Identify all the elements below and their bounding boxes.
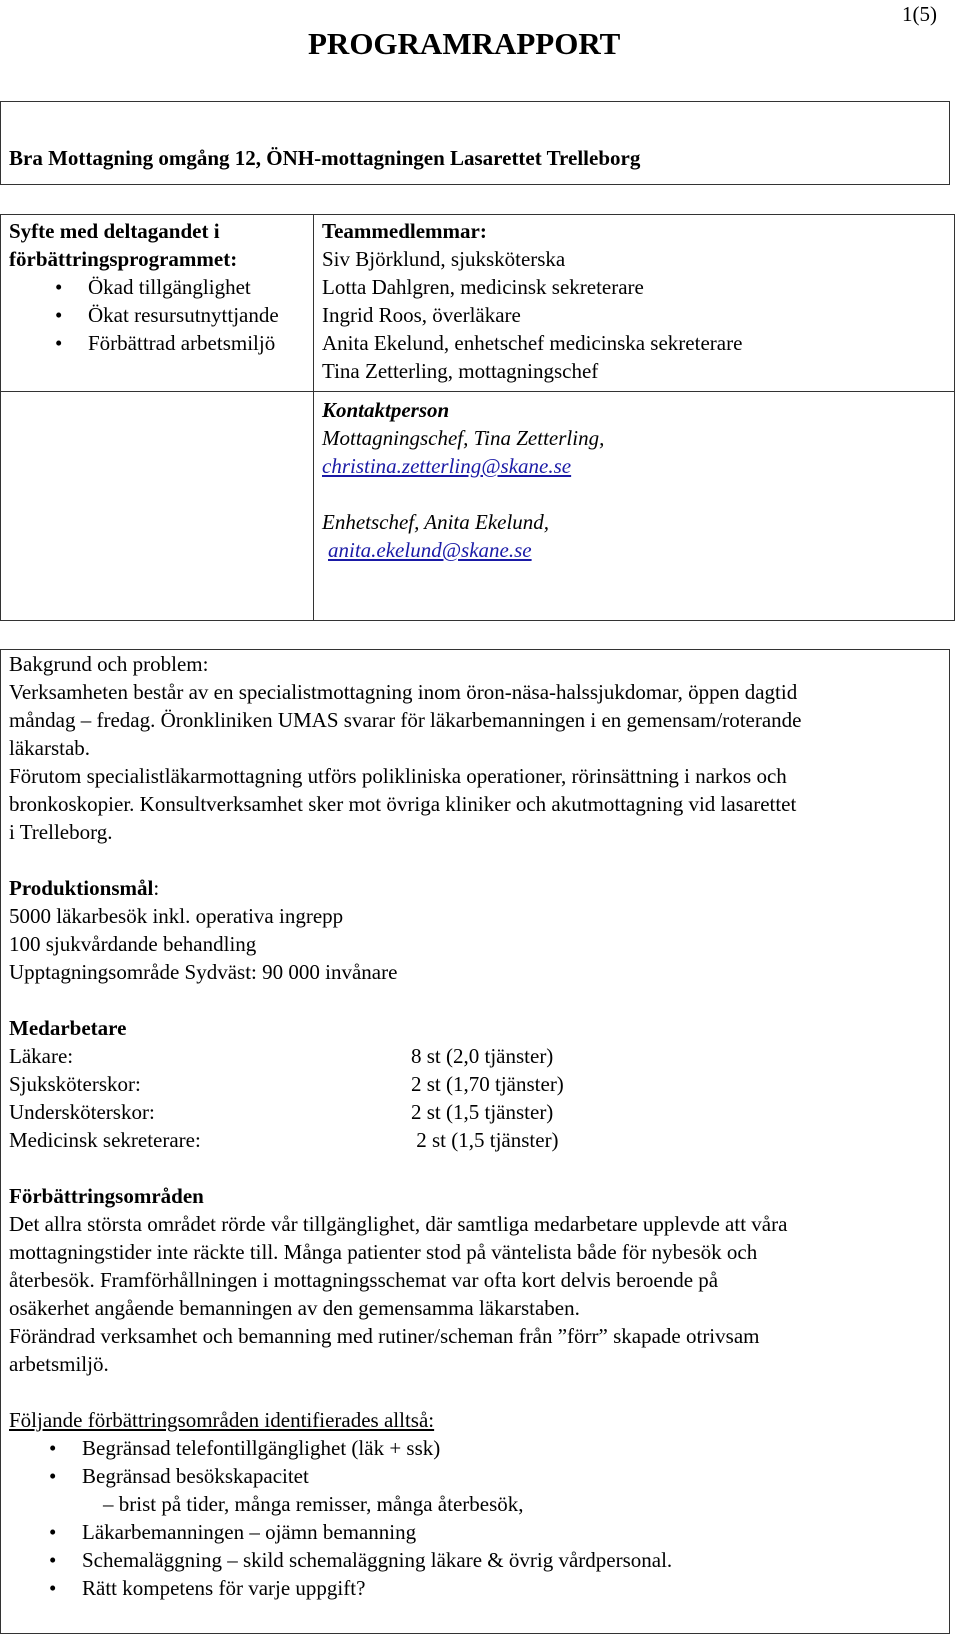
purpose-item: • Ökad tillgänglighet — [55, 275, 251, 299]
improvement-line: mottagningstider inte räckte till. Många patienter stod på väntelista både för nybesök och — [9, 1240, 758, 1264]
team-member: Lotta Dahlgren, medicinsk sekreterare — [322, 275, 644, 299]
production-heading: Produktionsmål — [9, 876, 154, 900]
team-member: Anita Ekelund, enhetschef medicinska sekreterare — [322, 331, 743, 355]
purpose-heading-line1: Syfte med deltagandet i — [9, 219, 220, 243]
contact-email-1-link[interactable]: christina.zetterling@skane.se — [322, 454, 572, 478]
background-line: bronkoskopier. Konsultverksamhet sker mot övriga kliniker och akutmottagning vid lasarettet — [9, 792, 797, 816]
identified-item: • Rätt kompetens för varje uppgift? — [49, 1576, 366, 1600]
background-line: Förutom specialistläkarmottagning utförs polikliniska operationer, rörinsättning i narkos och — [9, 764, 787, 788]
bullet-icon: • — [49, 1520, 57, 1544]
identified-item: • Begränsad besökskapacitet — [49, 1464, 309, 1488]
contact-cell — [313, 391, 955, 621]
team-member: Siv Björklund, sjuksköterska — [322, 247, 566, 271]
improvement-heading: Förbättringsområden — [9, 1184, 204, 1208]
improvement-line: Det allra största området rörde vår tillgänglighet, där samtliga medarbetare upplevde att våra — [9, 1212, 788, 1236]
report-body-box — [0, 649, 950, 1634]
improvement-line: arbetsmiljö. — [9, 1352, 109, 1376]
improvement-line: osäkerhet angående bemanningen av den gemensamma läkarstaben. — [9, 1296, 580, 1320]
bullet-icon: • — [55, 275, 63, 299]
staff-heading: Medarbetare — [9, 1016, 127, 1040]
identified-heading: Följande förbättringsområden identifierades alltså: — [9, 1408, 435, 1432]
contact-person-1: Mottagningschef, Tina Zetterling, — [322, 426, 605, 450]
background-line: Verksamheten består av en specialistmottagning inom öron-näsa-halssjukdomar, öppen dagtid — [9, 680, 798, 704]
purpose-item: • Förbättrad arbetsmiljö — [55, 331, 276, 355]
staff-row: Läkare: 8 st (2,0 tjänster) — [9, 1044, 554, 1068]
contact-email-2-link[interactable]: anita.ekelund@skane.se — [328, 538, 532, 562]
background-line: måndag – fredag. Öronkliniken UMAS svarar för läkarbemanningen i en gemensam/roterande — [9, 708, 802, 732]
identified-item: • Läkarbemanningen – ojämn bemanning — [49, 1520, 417, 1544]
identified-list — [9, 1434, 945, 1602]
program-title: Bra Mottagning omgång 12, ÖNH-mottagningen Lasarettet Trelleborg — [9, 146, 641, 170]
production-heading-row: Produktionsmål: — [9, 876, 160, 900]
background-line: i Trelleborg. — [9, 820, 113, 844]
identified-sub-item: – brist på tider, många remisser, många återbesök, — [103, 1492, 524, 1516]
purpose-item: • Ökat resursutnyttjande — [55, 303, 279, 327]
bullet-icon: • — [55, 331, 63, 355]
bullet-icon: • — [49, 1464, 57, 1488]
identified-item: • Schemaläggning – skild schemaläggning läkare & övrig vårdpersonal. — [49, 1548, 673, 1572]
program-title-box — [0, 101, 950, 185]
bullet-icon: • — [55, 303, 63, 327]
purpose-cell — [0, 214, 314, 392]
staff-row: Undersköterskor: 2 st (1,5 tjänster) — [9, 1100, 554, 1124]
improvement-line: återbesök. Framförhållningen i mottagningsschemat var ofta kort delvis beroende på — [9, 1268, 719, 1292]
team-member: Tina Zetterling, mottagningschef — [322, 359, 599, 383]
bullet-icon: • — [49, 1576, 57, 1600]
production-line: 100 sjukvårdande behandling — [9, 932, 257, 956]
page-number: 1(5) — [902, 2, 937, 26]
purpose-heading-line2: förbättringsprogrammet: — [9, 247, 238, 271]
identified-item: • Begränsad telefontillgänglighet (läk + ssk) — [49, 1436, 441, 1460]
document-title: PROGRAMRAPPORT — [308, 26, 621, 61]
bullet-icon: • — [49, 1548, 57, 1572]
production-line: Upptagningsområde Sydväst: 90 000 invånare — [9, 960, 398, 984]
contact-person-2: Enhetschef, Anita Ekelund, — [322, 510, 550, 534]
background-line: läkarstab. — [9, 736, 91, 760]
contact-heading: Kontaktperson — [322, 398, 450, 422]
production-line: 5000 läkarbesök inkl. operativa ingrepp — [9, 904, 344, 928]
background-heading: Bakgrund och problem: — [9, 652, 209, 676]
bullet-icon: • — [49, 1436, 57, 1460]
team-cell — [313, 214, 955, 392]
improvement-line: Förändrad verksamhet och bemanning med rutiner/scheman från ”förr” skapade otrivsam — [9, 1324, 760, 1348]
staff-row: Medicinsk sekreterare: 2 st (1,5 tjänster) — [9, 1128, 559, 1152]
team-member: Ingrid Roos, överläkare — [322, 303, 521, 327]
staff-row: Sjuksköterskor: 2 st (1,70 tjänster) — [9, 1072, 564, 1096]
purpose-list — [15, 273, 307, 357]
contact-left-cell — [0, 391, 314, 621]
team-heading: Teammedlemmar: — [322, 219, 487, 243]
